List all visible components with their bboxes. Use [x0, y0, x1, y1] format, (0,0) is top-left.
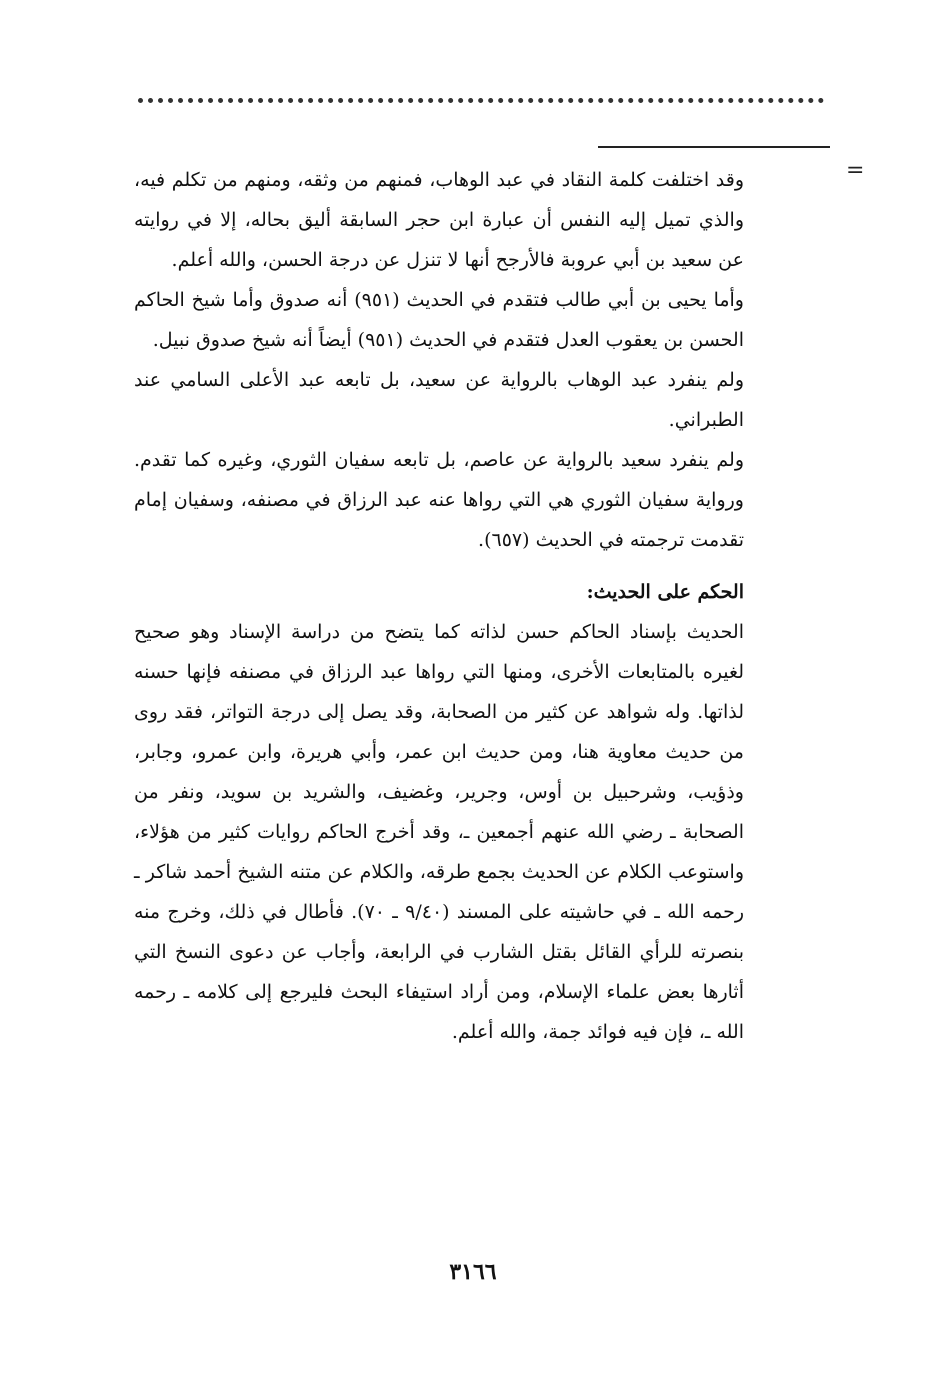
- footnote-separator-rule: [598, 146, 830, 148]
- page-number: ٣١٦٦: [449, 1259, 497, 1285]
- paragraph-abdulwahhab: وقد اختلفت كلمة النقاد في عبد الوهاب، فمنهم من وثقه، ومنهم من تكلم فيه، والذي تميل إليه النفس أن عبارة ابن حجر السابقة أليق بحاله، إلا في روايته عن سعيد بن أبي عروبة فالأرجح أنها لا تنزل عن درجة الحسن، والله أعلم.: [134, 169, 744, 271]
- paragraph-sufyan: ولم ينفرد سعيد بالرواية عن عاصم، بل تابعه سفيان الثوري، وغيره كما تقدم. ورواية سفيان الثوري هي التي رواها عنه عبد الرزاق في مصنفه، وسفيان إمام تقدمت ترجمته في الحديث (٦٥٧).: [134, 449, 744, 551]
- main-text-block: [134, 160, 744, 1052]
- section-heading-ruling: الحكم على الحديث:: [586, 581, 744, 603]
- header-dotted-rule: [138, 98, 824, 103]
- paragraph-yahya: وأما يحيى بن أبي طالب فتقدم في الحديث (٩٥١) أنه صدوق وأما شيخ الحاكم الحسن بن يعقوب العدل فتقدم في الحديث (٩٥١) أيضاً أنه شيخ صدوق نبيل.: [134, 289, 744, 351]
- paragraph-ruling: الحديث بإسناد الحاكم حسن لذاته كما يتضح من دراسة الإسناد وهو صحيح لغيره بالمتابعات الأخرى، ومنها التي رواها عبد الرزاق في مصنفه فإنها حسنه لذاتها. وله شواهد عن كثير من الصحابة، وقد يصل إلى درجة التواتر، فقد روى من حديث معاوية هنا، ومن حديث ابن عمر، وأبي هريرة، وابن عمرو، وجابر، وذؤيب، وشرحبيل بن أوس، وجرير، وغضيف، والشريد بن سويد، ونفر من الصحابة ـ رضي الله عنهم أجمعين ـ، وقد أخرج الحاكم روايات كثير من هؤلاء، واستوعب الكلام عن الحديث بجمع طرقه، والكلام عن متنه الشيخ أحمد شاكر ـ رحمه الله ـ في حاشيته على المسند (٩/٤٠ ـ ٧٠). فأطال في ذلك، وخرج منه بنصرته للرأي القائل بقتل الشارب في الرابعة، وأجاب عن دعوى النسخ التي أثارها بعض علماء الإسلام، ومن أراد استيفاء البحث فليرجع إلى كلامه ـ رحمه الله ـ، فإن فيه فوائد جمة، والله أعلم.: [134, 621, 744, 1043]
- paragraph-abdulala: ولم ينفرد عبد الوهاب بالرواية عن سعيد، بل تابعه عبد الأعلى السامي عند الطبراني.: [134, 369, 744, 431]
- footnote-continuation-marker: =: [846, 158, 865, 183]
